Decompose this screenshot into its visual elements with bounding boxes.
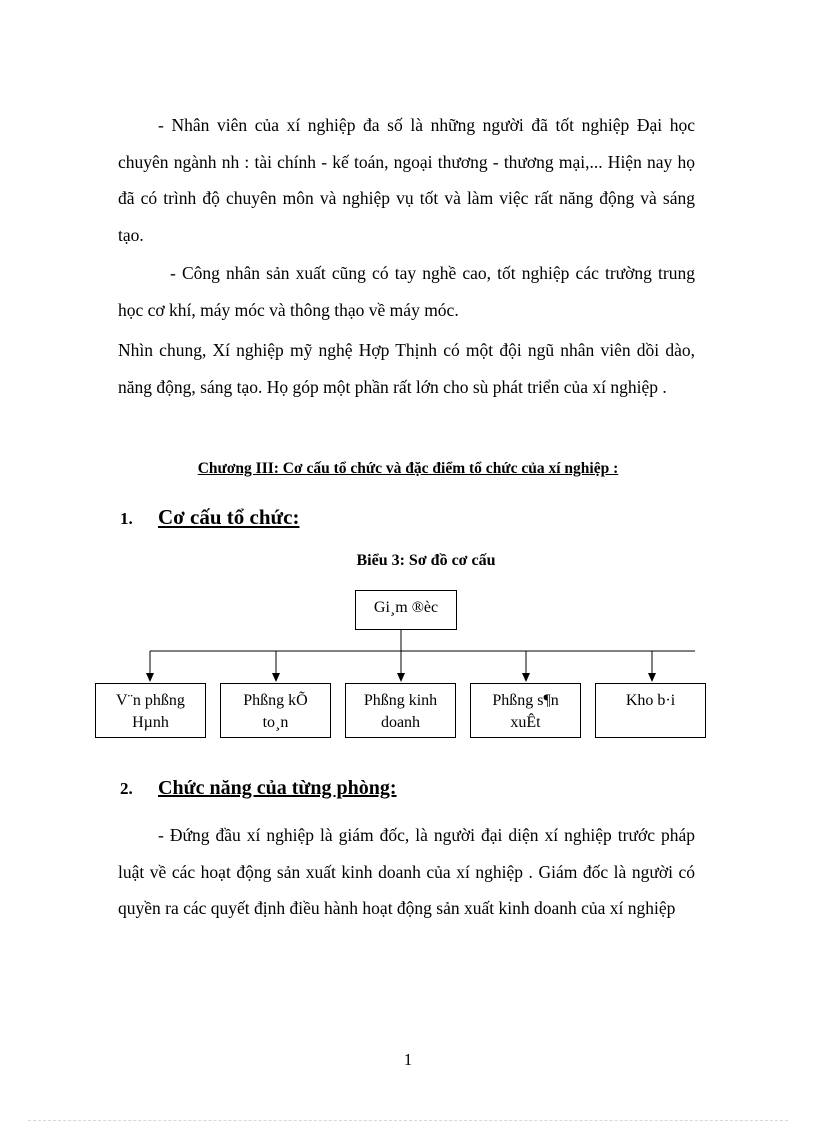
department-label-line1: V¨n phßng bbox=[116, 692, 185, 709]
department-box-office bbox=[95, 683, 206, 738]
director-label: Gi¸m ®èc bbox=[373, 599, 439, 616]
diagram-caption: Biểu 3: Sơ đồ cơ cấu bbox=[356, 552, 496, 569]
section-title: Chức năng của từng phòng: bbox=[158, 777, 397, 799]
paragraph-director-role: - Đứng đầu xí nghiệp là giám đốc, là người đại diện xí nghiệp trước pháp luật về các hoạt động sản xuất kinh doanh của xí nghiệp . Giám đốc là người có quyền ra các quyết định điều hành hoạt động sản xuất kinh doanh của xí nghiệp bbox=[118, 825, 695, 918]
chapter-title: Chương III: Cơ cấu tổ chức và đặc điểm tổ chức của xí nghiệp : bbox=[197, 460, 619, 477]
section-number: 2. bbox=[120, 779, 133, 798]
department-box-warehouse bbox=[595, 683, 706, 738]
page-number: 1 bbox=[403, 1050, 413, 1069]
arrow-head-3 bbox=[397, 673, 405, 682]
department-label-line2: xuÊt bbox=[510, 714, 541, 731]
section-number: 1. bbox=[120, 509, 133, 528]
department-label-line2: doanh bbox=[380, 714, 421, 731]
director-box bbox=[355, 590, 457, 630]
section-heading-2 bbox=[120, 775, 397, 800]
page-bottom-rule bbox=[28, 1120, 788, 1121]
paragraph-summary: Nhìn chung, Xí nghiệp mỹ nghệ Hợp Thịnh có một đội ngũ nhân viên dồi dào, năng động, sáng tạo. Họ góp một phần rất lớn cho sù phát triển của xí nghiệp . bbox=[118, 340, 695, 397]
arrow-head-4 bbox=[522, 673, 530, 682]
department-label-line1: Phßng kÕ bbox=[243, 692, 308, 709]
arrow-head-1 bbox=[146, 673, 154, 682]
department-label-line1: Phßng kinh bbox=[363, 692, 438, 709]
department-label-line1: Phßng s¶n bbox=[492, 692, 559, 709]
arrow-head-2 bbox=[272, 673, 280, 682]
department-label-line2: Hµnh bbox=[132, 714, 169, 731]
department-box-accounting bbox=[220, 683, 331, 738]
arrow-head-5 bbox=[648, 673, 656, 682]
department-box-business bbox=[345, 683, 456, 738]
paragraph-workers: - Công nhân sản xuất cũng có tay nghề cao, tốt nghiệp các trường trung học cơ khí, máy móc và thông thạo về máy móc. bbox=[118, 263, 695, 320]
section-title: Cơ cấu tổ chức: bbox=[158, 505, 300, 529]
department-label-line1: Kho b·i bbox=[625, 692, 676, 709]
paragraph-staff: - Nhân viên của xí nghiệp đa số là những người đã tốt nghiệp Đại học chuyên ngành nh : tài chính - kế toán, ngoại thương - thương mại,... Hiện nay họ đã có trình độ chuyên môn và nghiệp vụ tốt và làm việc rất năng động và sáng tạo. bbox=[118, 115, 695, 245]
department-label-line2: to¸n bbox=[262, 714, 289, 731]
department-box-production bbox=[470, 683, 581, 738]
